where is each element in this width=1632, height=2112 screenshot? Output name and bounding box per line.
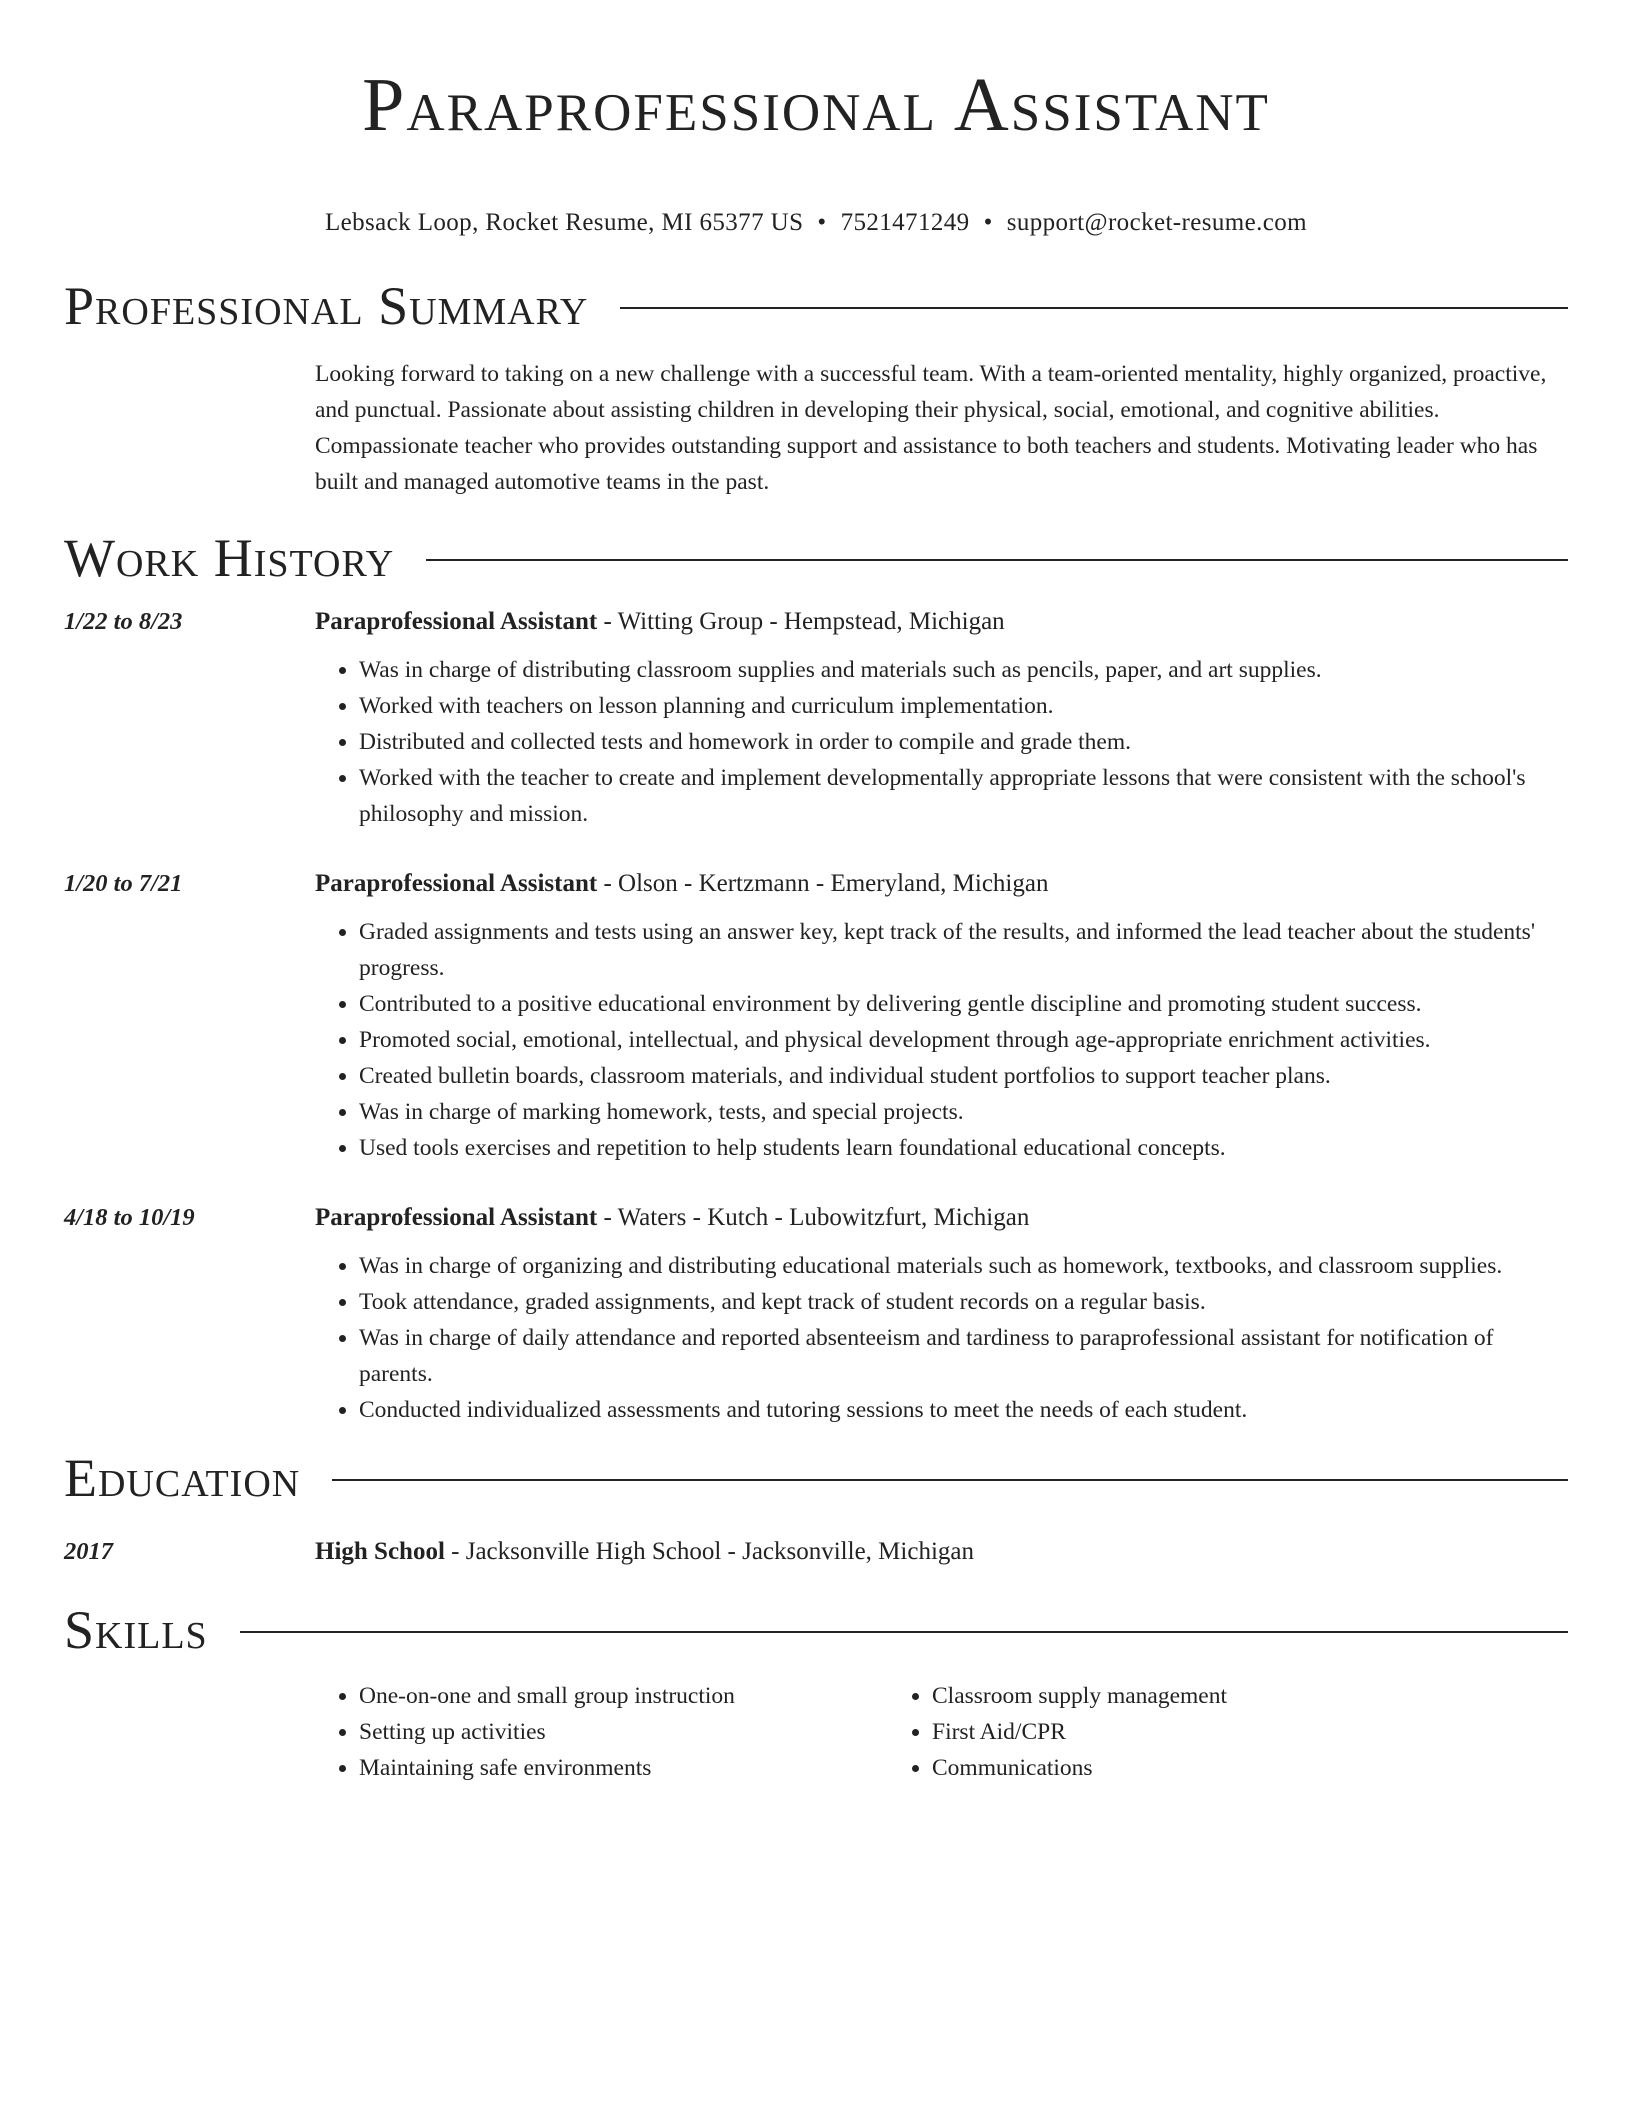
job-bullets — [315, 652, 1568, 832]
job-dates: 1/22 to 8/23 — [64, 608, 183, 635]
skill-item: • One-on-one and small group instruction — [359, 1678, 888, 1714]
job-role: Paraprofessional Assistant — [315, 1204, 598, 1231]
skills-column-right — [888, 1678, 1461, 1786]
job-entry — [64, 866, 1568, 1166]
job-header — [315, 1200, 1568, 1236]
skill-item: • Setting up activities — [359, 1714, 888, 1750]
education-degree: High School — [315, 1538, 445, 1565]
job-bullet: • Created bulletin boards, classroom materials, and individual student portfolios to support teacher plans. — [359, 1058, 1568, 1094]
job-dates: 1/20 to 7/21 — [64, 870, 183, 897]
job-employer: - Witting Group - Hempstead, Michigan — [597, 608, 1005, 635]
job-entry — [64, 1200, 1568, 1428]
section-divider — [426, 559, 1568, 561]
job-bullet: • Conducted individualized assessments and tutoring sessions to meet the needs of each student. — [359, 1392, 1568, 1428]
job-bullet: • Contributed to a positive educational environment by delivering gentle discipline and promoting student success. — [359, 986, 1568, 1022]
skill-item: • Classroom supply management — [932, 1678, 1461, 1714]
job-details — [315, 866, 1568, 1166]
skill-item: • Maintaining safe environments — [359, 1750, 888, 1786]
education-year: 2017 — [64, 1538, 113, 1565]
education-section-header — [64, 1448, 1568, 1508]
contact-separator: • — [983, 209, 993, 236]
summary-section-header — [64, 276, 1568, 336]
job-bullets — [315, 1248, 1568, 1428]
job-bullet: • Was in charge of daily attendance and reported absenteeism and tardiness to paraprofessional assistant for notification of parents. — [359, 1320, 1568, 1392]
education-header — [315, 1534, 1568, 1570]
job-entry — [64, 604, 1568, 832]
job-employer: - Olson - Kertzmann - Emeryland, Michigan — [597, 870, 1049, 897]
job-header — [315, 866, 1568, 902]
job-bullet: • Was in charge of marking homework, tests, and special projects. — [359, 1094, 1568, 1130]
contact-line — [64, 208, 1568, 238]
job-bullet: • Promoted social, emotional, intellectual, and physical development through age-appropriate enrichment activities. — [359, 1022, 1568, 1058]
job-bullet: • Worked with teachers on lesson planning and curriculum implementation. — [359, 688, 1568, 724]
section-divider — [240, 1631, 1568, 1633]
job-bullet: • Used tools exercises and repetition to help students learn foundational educational concepts. — [359, 1130, 1568, 1166]
education-entry — [64, 1534, 1568, 1570]
work-section-title: Work History — [64, 528, 395, 588]
skills-section-title: Skills — [64, 1600, 208, 1660]
skills-column-left — [315, 1678, 888, 1786]
education-details — [315, 1534, 1568, 1570]
skill-item: • First Aid/CPR — [932, 1714, 1461, 1750]
job-bullet: • Worked with the teacher to create and implement developmentally appropriate lessons that were consistent with the school's philosophy and mission. — [359, 760, 1568, 832]
job-bullets — [315, 914, 1568, 1166]
job-role: Paraprofessional Assistant — [315, 870, 598, 897]
summary-text: Looking forward to taking on a new challenge with a successful team. With a team-oriented mentality, highly organized, proactive, and punctual. Passionate about assisting children in developing their physical, social, emotional, and cognitive abilities. Compassionate teacher who provides outstanding support and assistance to both teachers and students. Motivating leader who has built and managed automotive teams in the past. — [315, 361, 1547, 495]
address-text: Lebsack Loop, Rocket Resume, MI 65377 US — [324, 209, 804, 236]
skills-section-header — [64, 1600, 1568, 1660]
job-bullet: • Graded assignments and tests using an answer key, kept track of the results, and informed the lead teacher about the students' progress. — [359, 914, 1568, 986]
phone-text: 7521471249 — [840, 209, 970, 236]
education-section-title: Education — [64, 1448, 301, 1508]
skill-item: • Communications — [932, 1750, 1461, 1786]
job-dates: 4/18 to 10/19 — [64, 1204, 195, 1231]
job-details — [315, 1200, 1568, 1428]
skills-list — [315, 1678, 1568, 1786]
job-header — [315, 604, 1568, 640]
summary-section-title: Professional Summary — [64, 276, 589, 336]
work-list — [64, 604, 1568, 1428]
job-bullet: • Was in charge of organizing and distributing educational materials such as homework, textbooks, and classroom supplies. — [359, 1248, 1568, 1284]
education-school: - Jacksonville High School - Jacksonville, Michigan — [444, 1538, 974, 1565]
resume-name: Paraprofessional Assistant — [362, 63, 1270, 147]
work-section-header — [64, 528, 1568, 588]
job-bullet: • Distributed and collected tests and homework in order to compile and grade them. — [359, 724, 1568, 760]
job-details — [315, 604, 1568, 832]
email-text: support@rocket-resume.com — [1006, 209, 1308, 236]
job-role: Paraprofessional Assistant — [315, 608, 598, 635]
job-employer: - Waters - Kutch - Lubowitzfurt, Michigan — [597, 1204, 1030, 1231]
contact-separator: • — [817, 209, 827, 236]
job-bullet: • Was in charge of distributing classroom supplies and materials such as pencils, paper, and art supplies. — [359, 652, 1568, 688]
section-divider — [620, 307, 1568, 309]
section-divider — [332, 1479, 1568, 1481]
job-bullet: • Took attendance, graded assignments, and kept track of student records on a regular basis. — [359, 1284, 1568, 1320]
